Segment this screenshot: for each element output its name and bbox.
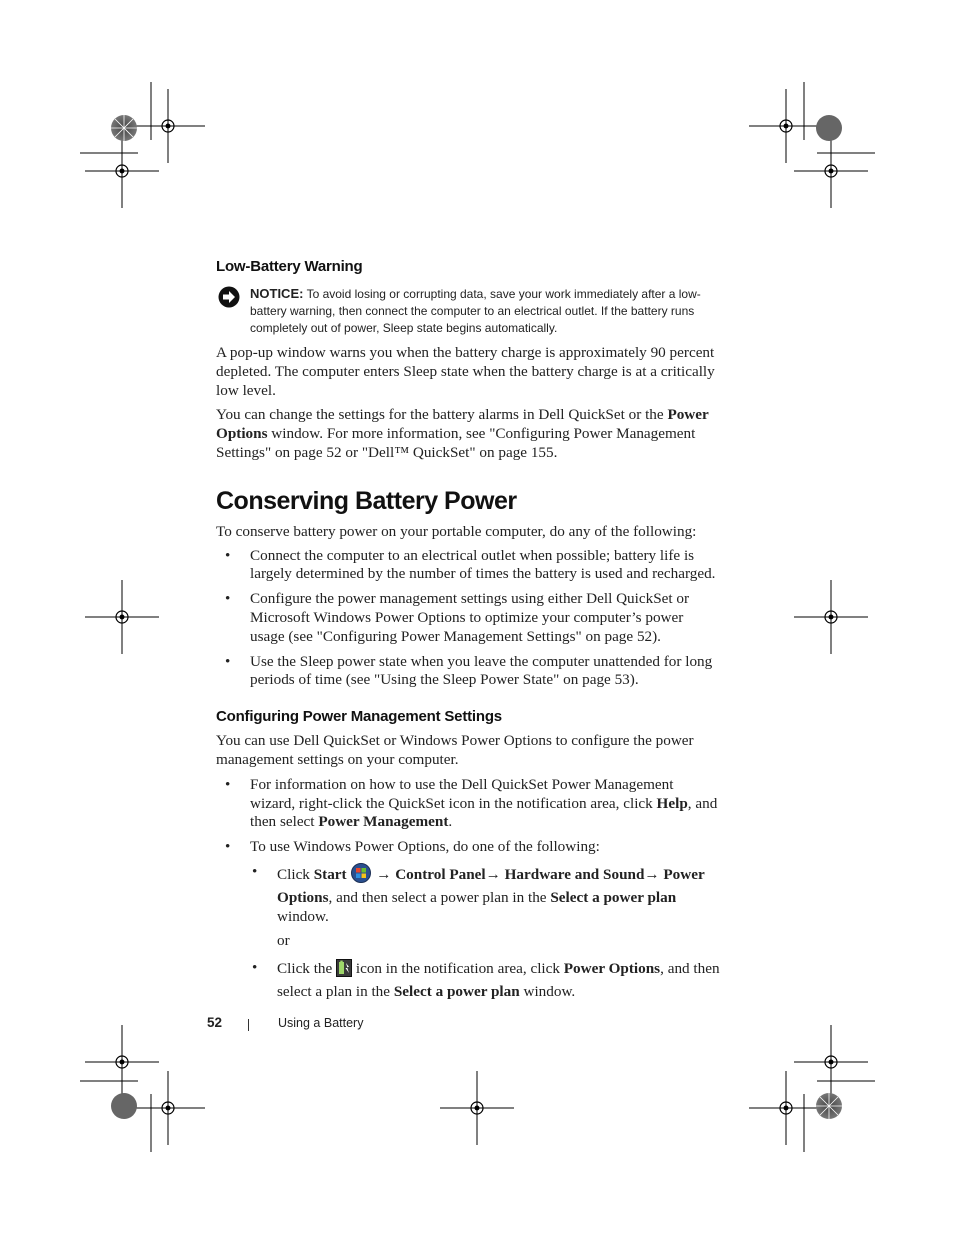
text: Connect the computer to an electrical outlet when possible; battery life is largely determined by the number of times the battery is used and recharged. bbox=[250, 546, 716, 583]
hardware-and-sound-term: Hardware and Sound bbox=[504, 865, 645, 883]
list-item bbox=[216, 653, 721, 691]
battery-power-icon bbox=[336, 959, 352, 983]
power-options-term: Power Options bbox=[216, 406, 709, 443]
text: window. For more information, see "Configuring Power Management Settings" on page 52 or "Dell™ QuickSet" on page 155. bbox=[216, 425, 696, 461]
page-number: 52 bbox=[207, 1015, 223, 1030]
conserving-bullet-list bbox=[216, 547, 721, 691]
arrow: → bbox=[485, 865, 501, 883]
text: , and then select bbox=[250, 794, 718, 831]
power-options-term: Power Options bbox=[563, 960, 661, 978]
list-item bbox=[216, 838, 721, 1002]
footer-separator bbox=[248, 1019, 249, 1031]
windows-options-sublist bbox=[250, 863, 721, 1002]
text: or bbox=[277, 932, 290, 950]
page-content bbox=[216, 258, 721, 1002]
page-footer bbox=[207, 1015, 364, 1030]
bullet: • bbox=[225, 838, 231, 856]
list-item bbox=[250, 863, 721, 926]
text: Click bbox=[277, 865, 310, 883]
bullet: • bbox=[225, 652, 231, 670]
text: Click the bbox=[277, 960, 333, 978]
select-a-power-plan-term: Select a power plan bbox=[550, 888, 677, 906]
list-item bbox=[216, 547, 721, 585]
or-separator bbox=[250, 932, 721, 951]
list-item bbox=[216, 590, 721, 646]
bullet: • bbox=[225, 775, 231, 793]
arrow: → bbox=[644, 865, 660, 883]
list-item bbox=[216, 776, 721, 832]
heading-conserving-battery-power: Conserving Battery Power bbox=[216, 486, 517, 515]
text: . bbox=[448, 813, 453, 831]
bullet: • bbox=[252, 959, 258, 977]
start-term: Start bbox=[313, 865, 347, 883]
notice-arrow-icon bbox=[218, 286, 240, 313]
help-term: Help bbox=[656, 794, 688, 812]
heading-low-battery-warning: Low-Battery Warning bbox=[216, 258, 363, 275]
text: Configure the power management settings using either Dell QuickSet or Microsoft Windows Power Options to optimize your computer’s power usage (see "Configuring Power Management Settings" on page 52). bbox=[250, 590, 690, 645]
bullet: • bbox=[252, 862, 258, 880]
text: icon in the notification area, click bbox=[355, 960, 560, 978]
list-item bbox=[250, 959, 721, 1002]
heading-configuring-power-management: Configuring Power Management Settings bbox=[216, 708, 502, 726]
text: window. bbox=[277, 907, 329, 925]
text: To use Windows Power Options, do one of the following: bbox=[250, 838, 600, 856]
paragraph-conserve-intro: To conserve battery power on your portable computer, do any of the following: bbox=[216, 522, 697, 540]
control-panel-term: Control Panel bbox=[395, 865, 486, 883]
text: , and then select a plan in the bbox=[277, 960, 720, 1000]
text: , and then select a power plan in the bbox=[328, 888, 547, 906]
text: For information on how to use the Dell QuickSet Power Management wizard, right-click the QuickSet icon in the notification area, click bbox=[250, 775, 674, 812]
paragraph-change-settings bbox=[216, 406, 721, 462]
notice-text: To avoid losing or corrupting data, save your work immediately after a low-battery warning, then connect the computer to an electrical outlet. If the battery runs completely out of power, Sleep state begins automatically. bbox=[250, 287, 701, 335]
text: Use the Sleep power state when you leave the computer unattended for long periods of time (see "Using the Sleep Power State" on page 53). bbox=[250, 652, 713, 689]
bullet: • bbox=[225, 546, 231, 564]
configuring-bullet-list bbox=[216, 776, 721, 1002]
windows-start-icon bbox=[350, 863, 372, 889]
notice-label: NOTICE: bbox=[250, 286, 304, 301]
select-a-power-plan-term: Select a power plan bbox=[393, 982, 520, 1000]
power-management-term: Power Management bbox=[318, 813, 449, 831]
notice-block bbox=[216, 285, 721, 337]
arrow: → bbox=[376, 865, 392, 883]
paragraph-popup-warning: A pop-up window warns you when the battery charge is approximately 90 percent depleted. The computer enters Sleep state when the battery charge is at a critically low level. bbox=[216, 344, 715, 399]
text: You can change the settings for the battery alarms in Dell QuickSet or the bbox=[216, 406, 664, 424]
footer-section-title: Using a Battery bbox=[278, 1016, 364, 1030]
paragraph-configure-intro: You can use Dell QuickSet or Windows Power Options to configure the power management settings on your computer. bbox=[216, 732, 694, 768]
bullet: • bbox=[225, 590, 231, 608]
text: window. bbox=[523, 982, 576, 1000]
power-options-term: Power Options bbox=[277, 865, 705, 906]
